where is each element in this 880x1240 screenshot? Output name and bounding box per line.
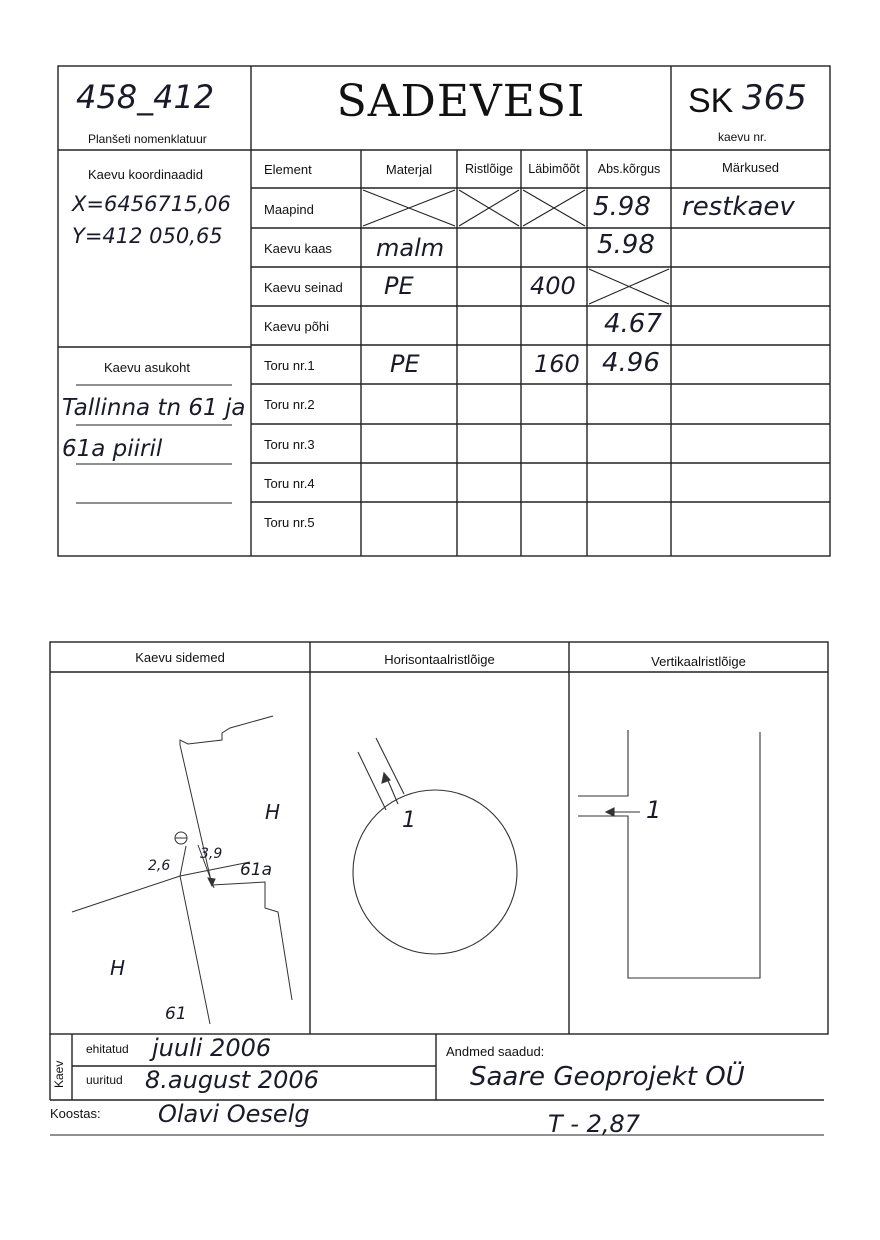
table-row-element: Toru nr.1 [264, 358, 315, 373]
table-row-labimoot: 160 [534, 350, 580, 378]
sidemed-title: Kaevu sidemed [135, 650, 225, 665]
location-line-2: 61a piiril [62, 436, 163, 462]
pipe-label-horizontal: 1 [402, 808, 416, 833]
surveyed-value: 8.august 2006 [145, 1066, 319, 1094]
horizontal-section [353, 738, 517, 954]
coordinates-label: Kaevu koordinaadid [88, 167, 203, 182]
table-row-labimoot: 400 [530, 272, 576, 300]
compiled-label: Koostas: [50, 1106, 101, 1121]
surveyed-label: uuritud [86, 1073, 123, 1087]
sketch-label-dist-left: 2,6 [148, 858, 171, 874]
vertikaal-title: Vertikaalristlõige [651, 654, 746, 669]
well-label: kaevu nr. [718, 130, 767, 144]
horisontaal-title: Horisontaalristlõige [384, 652, 495, 667]
table-row-materjal: PE [384, 272, 414, 300]
col-header-materjal: Materjal [385, 162, 433, 177]
table-row-element: Toru nr.3 [264, 437, 315, 452]
table-row-element: Toru nr.4 [264, 476, 315, 491]
col-header-markused: Märkused [721, 160, 780, 175]
sketch-label-h-top: H [265, 800, 281, 824]
well-prefix: SK [688, 82, 734, 120]
data-source-value: Saare Geoprojekt OÜ [470, 1062, 745, 1092]
location-line-1: Tallinna tn 61 ja [62, 395, 246, 421]
table-row-abs: 5.98 [593, 192, 651, 222]
built-label: ehitatud [86, 1042, 129, 1056]
sheet-label: Planšeti nomenklatuur [88, 132, 207, 146]
diagram-frame [50, 642, 828, 1034]
col-header-element: Element [264, 162, 312, 177]
col-header-abs: Abs.kõrgus [597, 162, 661, 176]
table-row-abs: 5.98 [597, 230, 655, 260]
well-circle [353, 790, 517, 954]
col-header-ristloige: Ristlõige [465, 162, 513, 176]
page-title: SADEVESI [336, 76, 586, 127]
pipe-label-vertical: 1 [646, 796, 662, 824]
table-row-abs: 4.96 [602, 348, 660, 378]
coordinate-x: X=6456715,06 [72, 192, 231, 216]
table-row-materjal: PE [390, 350, 420, 378]
table-row-element: Toru nr.2 [264, 397, 315, 412]
table-row-element: Maapind [264, 202, 314, 217]
well-number: 365 [742, 78, 807, 118]
location-label: Kaevu asukoht [104, 360, 191, 375]
table-row-abs: 4.67 [604, 309, 662, 339]
compiled-value: Olavi Oeselg [158, 1100, 310, 1128]
kaev-label: Kaev [52, 1060, 66, 1088]
col-header-labimoot: Läbimõõt [528, 162, 580, 176]
sketch-label-h-bottom: H [110, 956, 126, 980]
built-value: juuli 2006 [152, 1034, 272, 1062]
table-row-materjal: malm [376, 234, 445, 262]
sketch-label-61a: 61a [240, 860, 273, 880]
vertical-section [578, 730, 760, 978]
t-value: T - 2,87 [548, 1110, 641, 1138]
table-row-element: Kaevu põhi [264, 319, 330, 334]
coordinate-y: Y=412 050,65 [72, 224, 223, 248]
table-row-markused: restkaev [682, 192, 795, 222]
table-row-element: Kaevu seinad [264, 280, 343, 295]
sheet-number: 458_412 [76, 78, 215, 116]
data-source-label: Andmed saadud: [446, 1044, 545, 1059]
table-row-element: Toru nr.5 [264, 515, 315, 530]
sketch-label-61: 61 [165, 1004, 187, 1024]
sketch-label-dist-right: 3,9 [200, 846, 223, 862]
table-row-element: Kaevu kaas [264, 241, 332, 256]
